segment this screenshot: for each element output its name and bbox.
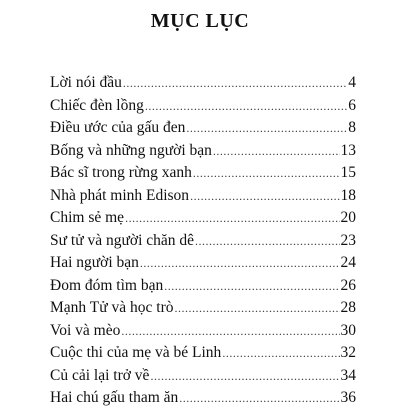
toc-entry [50,72,356,95]
toc-entry [50,140,356,163]
toc-dot-leader [123,72,347,95]
toc-entry-title: Hai chú gấu tham ăn [50,389,179,406]
toc-entry [50,275,356,298]
toc-entry-title: Chim sẻ mẹ [50,209,125,226]
toc-dot-leader [213,140,340,163]
toc-entry-title: Hai người bạn [50,254,139,271]
toc-entry-page-number: 6 [348,96,356,114]
toc-entry-page-number: 34 [340,366,356,384]
toc-entry-title: Cuộc thi của mẹ và bé Linh [50,344,222,361]
toc-entry [50,387,356,410]
toc-entry-title: Voi và mèo [50,321,121,339]
toc-entry-title: Bống và những người bạn [50,141,212,159]
toc-entry [50,230,356,253]
toc-dot-leader [193,162,340,185]
toc-entry [50,207,356,230]
toc-entry-page-number: 23 [340,231,356,249]
toc-entry [50,365,356,388]
toc-dot-leader [140,252,340,275]
toc-dot-leader [145,95,347,118]
toc-entry-page-number: 32 [340,344,356,361]
toc-entry-title: Nhà phát minh Edison [50,186,190,204]
toc-entry-page-number: 26 [340,276,356,294]
toc-entry-page-number: 30 [340,321,356,339]
toc-entry-page-number: 28 [340,299,356,316]
toc-dot-leader [164,275,339,298]
toc-entry-page-number: 20 [340,209,356,226]
toc-entry-title: Củ cải lại trở về [50,366,150,384]
toc-entry-title: Lời nói đầu [50,74,122,91]
toc-entry-page-number: 4 [348,74,356,91]
toc-entry [50,162,356,185]
toc-dot-leader [125,207,339,230]
toc-entry [50,297,356,320]
toc-entry-title: Bác sĩ trong rừng xanh [50,164,192,181]
toc-entry [50,320,356,343]
toc-dot-leader [179,387,339,410]
toc-entry-page-number: 13 [340,141,356,159]
toc-entry-page-number: 15 [340,164,356,181]
toc-entry-title: Chiếc đèn lồng [50,96,144,114]
toc-entry-page-number: 36 [340,389,356,406]
toc-dot-leader [150,365,339,388]
toc-entry [50,185,356,208]
toc-dot-leader [195,230,339,253]
toc-dot-leader [190,185,339,208]
toc-entry-title: Đom đóm tìm bạn [50,276,164,294]
toc-dot-leader [222,342,339,365]
toc-entry [50,252,356,275]
toc-dot-leader [174,297,339,320]
page-title: MỤC LỤC [150,10,250,32]
toc-dot-leader [121,320,339,343]
toc-entry-page-number: 18 [340,186,356,204]
toc-entry [50,342,356,365]
table-of-contents [50,72,356,410]
toc-entry [50,117,356,140]
toc-entry-title: Mạnh Tử và học trò [50,299,174,316]
toc-entry-page-number: 8 [348,119,356,136]
toc-entry-title: Điều ước của gấu đen [50,119,186,136]
toc-entry-title: Sư tử và người chăn dê [50,231,195,249]
toc-entry [50,95,356,118]
toc-dot-leader [186,117,347,140]
toc-entry-page-number: 24 [340,254,356,271]
